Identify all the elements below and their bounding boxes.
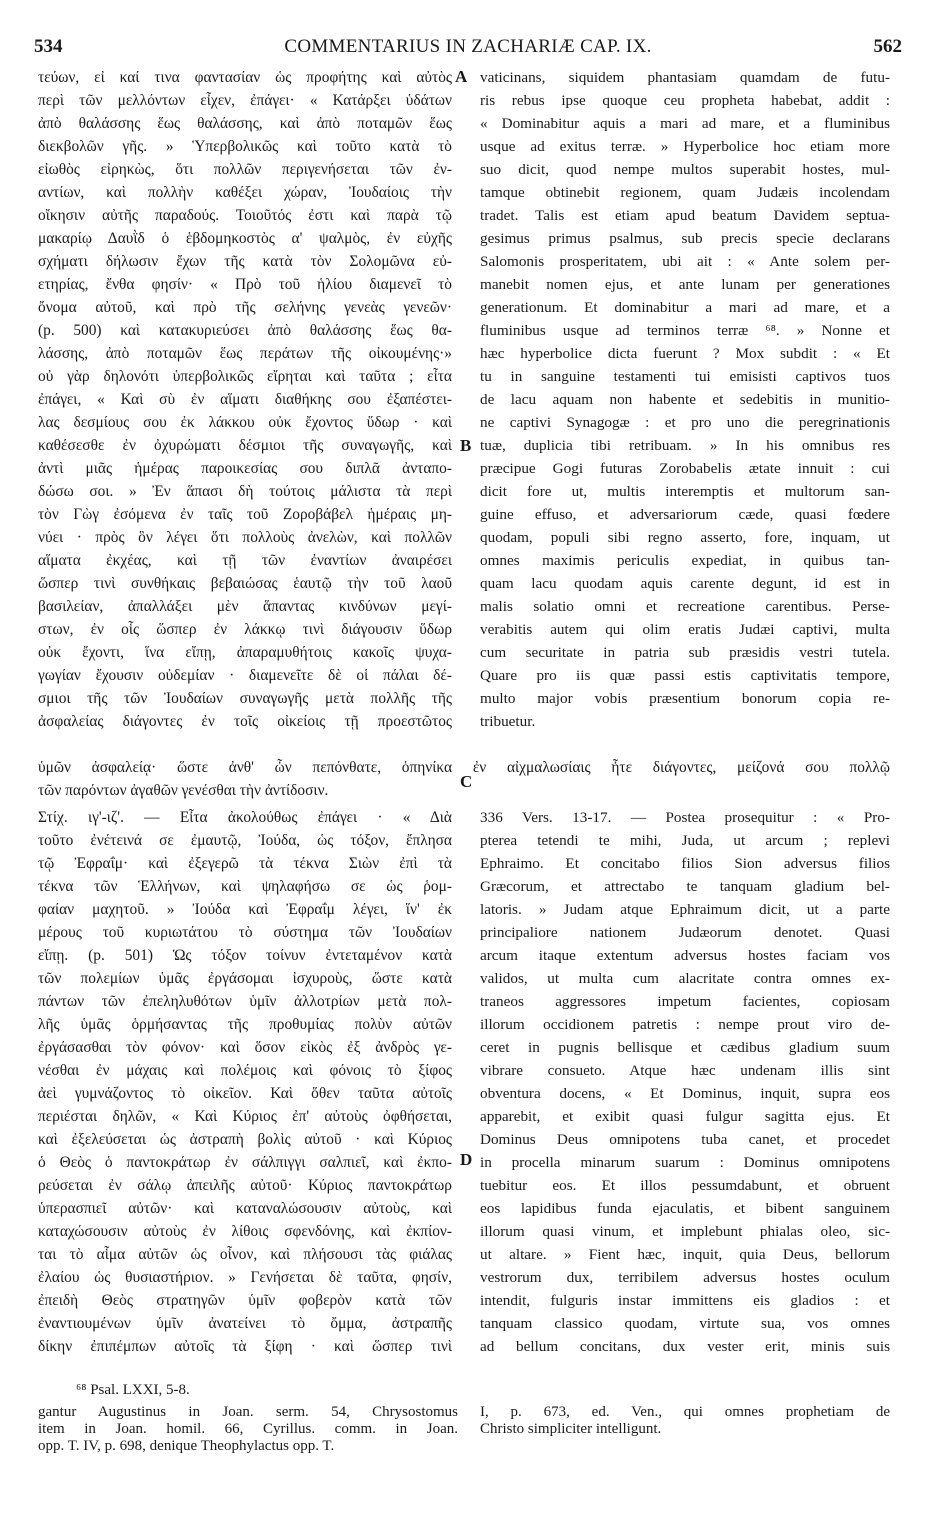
greek-top-line: ἀπὸ θαλάσσης ἕως θαλάσσης, καὶ ἀπὸ ποταμῶν ἕως bbox=[38, 115, 452, 132]
greek-top-line: περὶ τῶν μελλόντων εἶχεν, ἐπάγει· « Κατάρξει ὑδάτων bbox=[38, 92, 452, 109]
greek-top-line: νύει · πρὸς ὃν λέγει ὅτι πολλοὺς ἀνελὼν, καὶ πολλῶν bbox=[38, 529, 452, 546]
latin-bottom-line: tanquam classico quodam, virtute sua, vos omnes bbox=[480, 1315, 890, 1332]
latin-top-line: tribuetur. bbox=[480, 713, 536, 730]
greek-bottom-line: ρεύσεται ἐν σάλῳ ἀπειλῆς αὐτοῦ· Κύριος παντοκράτωρ bbox=[38, 1177, 452, 1194]
latin-top-line: gesimus primus psalmus, sub precis specie declarans bbox=[480, 230, 890, 247]
latin-top-line: tu in sanguine testamenti tui emisisti captivos tuos bbox=[480, 368, 890, 385]
greek-top-line: (p. 500) καὶ κατακυριεύσει ἀπὸ θαλάσσης ἕως θα- bbox=[38, 322, 452, 339]
latin-bottom-line: in procella minarum suarum : Dominus omnipotens bbox=[480, 1154, 890, 1171]
latin-bottom-line: arcum itaque extentum adversus hostes faciam vos bbox=[480, 947, 890, 964]
greek-bottom-line: μέρους τοῦ κυριωτάτου τὸ σύστημα τῶν Ἰουδαίων bbox=[38, 924, 452, 941]
latin-bottom-line: vibrare consueto. Atque hæc undenam illis sint bbox=[480, 1062, 890, 1079]
latin-bottom-line: illorum quasi vinum, et implebunt phialas oleo, sic- bbox=[480, 1223, 890, 1240]
greek-bottom-line: ἀεὶ γυμνάζοντος τὸ οἰκεῖον. Καὶ ὅθεν ταῦτα αὐτοῖς bbox=[38, 1085, 452, 1102]
greek-bottom-line: ὁ Θεὸς ὁ παντοκράτωρ ἐν σάλπιγγι σαλπιεῖ, καὶ ἐκπο- bbox=[38, 1154, 452, 1171]
greek-bottom-line: ται τὸ αἷμα αὐτῶν ὡς οἶνον, καὶ πλήσουσι τὰς φιάλας bbox=[38, 1246, 452, 1263]
greek-top-line: τεύων, εἰ καί τινα φαντασίαν ὡς προφήτης καὶ αὐτὸς bbox=[38, 69, 452, 86]
latin-bottom-line: pterea tetendi te mihi, Juda, ut arcum ; replevi bbox=[480, 832, 890, 849]
latin-top-line: tuæ, duplicia tibi retribuam. » In his omnibus res bbox=[480, 437, 890, 454]
latin-bottom-line: intendit, fulguris instar immittens eis gladios : et bbox=[480, 1292, 890, 1309]
latin-column-bottom bbox=[480, 806, 890, 1358]
latin-top-line: malis solatio omni et recreatione carentibus. Perse- bbox=[480, 598, 890, 615]
greek-bottom-line: περιέσται δηλῶν, « Καὶ Κύριος ἐπ' αὐτοὺς ὀφθήσεται, bbox=[38, 1108, 452, 1125]
greek-bottom-line: ἐπειδὴ Θεὸς στρατηγῶν ὑμῖν φοβερὸν κατὰ τῶν bbox=[38, 1292, 452, 1309]
greek-top-line: εἰωθὸς εἰρηκὼς, ὅτι πολλῶν περιγενήσεται τῶν ἐν- bbox=[38, 161, 452, 178]
greek-bottom-line: ἐλαίου ὡς θυσιαστήριον. » Γενήσεται δὲ ταῦτα, φησίν, bbox=[38, 1269, 452, 1286]
margin-marker-c: C bbox=[460, 772, 473, 791]
greek-top-line: καθέσεσθε ἐν ὀχυρώματι δέσμιοι τῆς συναγωγῆς, καὶ bbox=[38, 437, 452, 454]
latin-top-line: generationum. Et dominabitur a mari ad mare, et a bbox=[480, 299, 890, 316]
latin-top-line: cum securitate in patria sub præsidis vestri tutela. bbox=[480, 644, 890, 661]
greek-top-line: μακαρίῳ Δαυῒδ ὁ ἑβδομηκοστὸς α' ψαλμὸς, ἐν εὐχῆς bbox=[38, 230, 452, 247]
latin-bottom-line: validos, ut multa cum alacritate contra omnes ex- bbox=[480, 970, 890, 987]
latin-top-line: Salomonis prosperitatem, ubi ait : « Ante solem per- bbox=[480, 253, 890, 270]
greek-column-top bbox=[38, 66, 452, 733]
footnotes-right-line: I, p. 673, ed. Ven., qui omnes prophetiam de bbox=[480, 1404, 890, 1420]
greek-bottom-line: τῶν πολεμίων ὑμᾶς ἐργάσομαι ἰσχυροὺς, ὥστε κατὰ bbox=[38, 970, 452, 987]
latin-top-line: vaticinans, siquidem phantasiam quamdam de futu- bbox=[480, 69, 890, 86]
margin-marker-b: B bbox=[460, 436, 472, 455]
greek-top-line: αἵματα ἐκχέας, καὶ τῇ τῶν ἐναντίων ἀναιρέσει bbox=[38, 552, 452, 569]
greek-bottom-line: ἐργάσασθαι τὸν φόνον· καὶ ὅσον εἰκὸς ἐξ ἀνδρὸς γε- bbox=[38, 1039, 452, 1056]
greek-fullwidth-line bbox=[38, 756, 890, 779]
latin-top-line: usque ad exitus terræ. » Hyperbolice hoc etiam more bbox=[480, 138, 890, 155]
latin-bottom-line: Ephraimo. Et concitabo filios Sion adversus filios bbox=[480, 855, 890, 872]
latin-top-line: Quare pro iis quæ passi estis captivitatis tempore, bbox=[480, 667, 890, 684]
latin-top-line: hæc hyperbolice dicta fuerunt ? Mox subdit : « Et bbox=[480, 345, 890, 362]
latin-bottom-line: ad bellum concitans, dux vester erit, minis suis bbox=[480, 1338, 890, 1355]
greek-top-line: στων, ἐν οἷς ὥσπερ ἐν λάκκῳ τινὶ διάγουσιν ὕδωρ bbox=[38, 621, 452, 638]
latin-bottom-line: eos lapidibus funda ejaculatis, et bibent sanguinem bbox=[480, 1200, 890, 1217]
latin-bottom-line: Dominus Deus omnipotens tuba canet, et procedet bbox=[480, 1131, 890, 1148]
greek-bottom-line: ὑπερασπιεῖ αὐτῶν· καὶ καταναλώσουσιν αὐτοὺς, καὶ bbox=[38, 1200, 452, 1217]
latin-top-line: dicit fore ut, multis interemptis et multorum san- bbox=[480, 483, 890, 500]
greek-top-line: δώσω σοι. » Ἐν ἅπασι δὴ τούτοις μάλιστα τὰ περὶ bbox=[38, 483, 452, 500]
latin-bottom-line: latoris. » Judam atque Ephraimum dicit, ut a parte bbox=[480, 901, 890, 918]
latin-bottom-line: principaliore nationem Judæorum denotet. Quasi bbox=[480, 924, 890, 941]
latin-top-line: tamque obtinebit regionem, quam Judæis incolendam bbox=[480, 184, 890, 201]
latin-bottom-line: tuebitur eos. Et illos pessumdabunt, et obruent bbox=[480, 1177, 890, 1194]
greek-top-line: σμιοι τῆς τῶν Ἰουδαίων συναγωγῆς μετὰ πολλῆς τῆς bbox=[38, 690, 452, 707]
greek-bottom-line: Στίχ. ιγ'-ιζ'. — Εἶτα ἀκολούθως ἐπάγει · « Διὰ bbox=[38, 809, 452, 826]
page-header bbox=[34, 36, 902, 60]
latin-bottom-line: vestrorum dux, terribilem adversus hostes oculum bbox=[480, 1269, 890, 1286]
latin-bottom-line: obventura docens, « Et Dominus, inquit, supra eos bbox=[480, 1085, 890, 1102]
greek-bottom-line: τοῦτο ἐνέτεινά σε ἐμαυτῷ, Ἰούδα, ὡς τόξον, ἔπλησα bbox=[38, 832, 452, 849]
latin-bottom-line: illorum occidionem patretis : nempe prout viro de- bbox=[480, 1016, 890, 1033]
greek-bottom-line: δίκην ἐπιπέμπων αὐτοῖς τὰ ξίφη · καὶ ὥσπερ τινὶ bbox=[38, 1338, 452, 1355]
latin-top-line: quodam, populi sibi regno asserto, fore, inquam, ut bbox=[480, 529, 890, 546]
greek-top-end-line: τῶν παρόντων ἀγαθῶν γενέσθαι τὴν ἀντίδοσιν. bbox=[38, 782, 329, 799]
margin-marker-d: D bbox=[460, 1150, 473, 1169]
greek-bottom-line: καταχώσουσιν αὐτοὺς ἐν λίθοις σφενδόνης, καὶ ἐκπίον- bbox=[38, 1223, 452, 1240]
page-number-left: 534 bbox=[34, 36, 63, 57]
greek-top-line: ὥσπερ τινὶ συνθήκαις βεβαιώσας ἑαυτῷ τὴν τοῦ λαοῦ bbox=[38, 575, 452, 592]
latin-top-line: guine effuso, et adversariorum cæde, quasi fœdere bbox=[480, 506, 890, 523]
latin-bottom-line: ceret in pugnis bellisque et cædibus gladium suum bbox=[480, 1039, 890, 1056]
greek-bottom-line: καὶ ἐξελεύσεται ὡς ἀστραπὴ βολὶς αὐτοῦ · καὶ Κύριος bbox=[38, 1131, 452, 1148]
footnotes-left-line: item in Joan. homil. 66, Cyrillus. comm. in Joan. bbox=[38, 1421, 458, 1437]
latin-top-line: fluminibus usque ad terminos terræ ⁶⁸. » Nonne et bbox=[480, 322, 890, 339]
greek-line-right-part: ἐν αἰχμαλωσίαις ἦτε διάγοντες, μείζονά σου πολλῷ bbox=[472, 759, 890, 776]
latin-top-line: ne captivi Synagogæ : et pro uno die peregrinationis bbox=[480, 414, 890, 431]
latin-top-line: suo dicit, quod nempe multos superabit hostes, mul- bbox=[480, 161, 890, 178]
greek-top-line: λας δεσμίους σου ἐκ λάκκου οὐκ ἔχοντος ὕδωρ · καὶ bbox=[38, 414, 452, 431]
running-title: COMMENTARIUS IN ZACHARIÆ CAP. IX. bbox=[284, 36, 652, 57]
footnotes-right-line: Christo simpliciter intelligunt. bbox=[480, 1421, 662, 1437]
greek-top-line: ὄνομα αὐτοῦ, καὶ πρὸ τῆς σελήνης γενεὰς γενεῶν· bbox=[38, 299, 452, 316]
footnote-psalm: ⁶⁸ Psal. LXXI, 5-8. bbox=[76, 1382, 190, 1398]
latin-top-line: manebit nomen ejus, et ante lunam per generationes bbox=[480, 276, 890, 293]
greek-top-line: ετηρίας, ἔνθα φησίν· « Πρὸ τοῦ ἡλίου διαμενεῖ τὸ bbox=[38, 276, 452, 293]
greek-top-line: ἐπάγει, « Καὶ σὺ ἐν αἵματι διαθήκης σου ἐξαπέστει- bbox=[38, 391, 452, 408]
page-number-right: 562 bbox=[873, 36, 902, 57]
greek-bottom-line: φαίαν μαχητοῦ. » Ἰούδα καὶ Ἐφραΐμ λέγει, ἵν' ἐκ bbox=[38, 901, 452, 918]
footnotes-left-line: opp. T. IV, p. 698, denique Theophylactus opp. T. bbox=[38, 1438, 335, 1454]
greek-top-line: αντίων, καὶ πολλὴν καθέξει χώραν, Ἰουδαίοις τὴν bbox=[38, 184, 452, 201]
greek-top-line: οὐ γὰρ δηλονότι ὑπερβολικῶς εἴρηται καὶ ταῦτα ; εἶτα bbox=[38, 368, 452, 385]
greek-top-line: ἀσφαλείας διάγοντες ἐν τοῖς οἰκείοις τῇ προεστῶτος bbox=[38, 713, 452, 730]
latin-top-line: de lacu aquam non habente et sedebitis in munitio- bbox=[480, 391, 890, 408]
latin-bottom-line: 336 Vers. 13-17. — Postea prosequitur : « Pro- bbox=[480, 809, 890, 826]
greek-top-line: διεκβολῶν γῆς. » Ὑπερβολικῶς καὶ τοῦτο κατὰ τὸ bbox=[38, 138, 452, 155]
latin-top-line: omnes maximis periculis expediat, in quibus tan- bbox=[480, 552, 890, 569]
greek-bottom-line: νέσθαι ἐν μάχαις καὶ πολέμοις καὶ φόνοις τὸ ξίφος bbox=[38, 1062, 452, 1079]
latin-bottom-line: apparebit, et exibit quasi fulgur sagitta ejus. Et bbox=[480, 1108, 890, 1125]
latin-top-line: præcipue Gogi futuras Zorobabelis ætate innuit : cui bbox=[480, 460, 890, 477]
greek-bottom-line: τῷ Ἐφραΐμ· καὶ ἐξεγερῶ τὰ τέκνα Σιὼν ἐπὶ τὰ bbox=[38, 855, 452, 872]
greek-top-line: οὐκ ἔχοντι, ἵνα εἴπῃ, ἀπαραμυθήτοις κακοῖς ψυχα- bbox=[38, 644, 452, 661]
greek-column-bottom bbox=[38, 806, 452, 1358]
latin-top-line: tradet. Talis est etiam apud beatum Davidem septua- bbox=[480, 207, 890, 224]
latin-top-line: quam lacu quodam aquis carente degunt, id est in bbox=[480, 575, 890, 592]
greek-bottom-line: εἴπῃ. (p. 501) Ὡς τόξον τοίνυν ἐντεταμένον κατὰ bbox=[38, 947, 452, 964]
latin-column-top bbox=[480, 66, 890, 733]
greek-line-left-part: ὑμῶν ἀσφαλείᾳ· ὥστε ἀνθ' ὧν πεπόνθατε, ὁπηνίκα bbox=[38, 759, 473, 776]
greek-bottom-line: πάντων τῶν ἐπεληλυθότων ὑμῖν ἀλλοτρίων μετὰ πολ- bbox=[38, 993, 452, 1010]
greek-top-line: βασιλείαν, ἀπαλλάξει μὲν ἅπαντας κινδύνων μεγί- bbox=[38, 598, 452, 615]
greek-top-line: λάσσης, ἀπὸ ποταμῶν ἕως περάτων τῆς οἰκουμένης·» bbox=[38, 345, 452, 362]
footnotes-left-line: gantur Augustinus in Joan. serm. 54, Chrysostomus bbox=[38, 1404, 458, 1420]
margin-marker-a: A bbox=[455, 67, 468, 86]
greek-top-line: ἀντὶ μιᾶς ἡμέρας παροικεσίας σου διπλᾶ ἀνταπο- bbox=[38, 460, 452, 477]
latin-bottom-line: Græcorum, et attrectabo te tanquam gladium bel- bbox=[480, 878, 890, 895]
greek-top-line: σχήματι δήλωσιν ἔχων τῆς κατὰ τὸν Σολομῶνα εὐ- bbox=[38, 253, 452, 270]
footnotes-left bbox=[38, 1404, 458, 1455]
greek-top-line: γωγίαν ἔχουσιν οὐδεμίαν · διαμενεῖτε δὲ οἱ πάλαι δέ- bbox=[38, 667, 452, 684]
latin-top-line: « Dominabitur aquis a mari ad mare, et a fluminibus bbox=[480, 115, 890, 132]
latin-top-line: verabitis autem qui olim eratis Judæi captivi, multa bbox=[480, 621, 890, 638]
greek-bottom-line: τέκνα τῶν Ἑλλήνων, καὶ ψηλαφήσω σε ὡς ῥομ- bbox=[38, 878, 452, 895]
latin-bottom-line: traneos aggressores impetum facientes, copiosam bbox=[480, 993, 890, 1010]
footnotes-right bbox=[480, 1404, 890, 1438]
latin-top-line: ris rebus ipse quoque ceu propheta habebat, addit : bbox=[480, 92, 890, 109]
greek-bottom-line: ἐναντιουμένων ὑμῖν ἀνατείνει τὸ ὄμμα, ἀστραπῆς bbox=[38, 1315, 452, 1332]
latin-bottom-line: ut altare. » Fient hæc, inquit, quia Deus, bellorum bbox=[480, 1246, 890, 1263]
greek-bottom-line: λῆς ὑμᾶς ὁρμήσαντας τῆς προθυμίας πολὺν αὐτῶν bbox=[38, 1016, 452, 1033]
latin-top-line: multo major vobis præsentium bonorum copia re- bbox=[480, 690, 890, 707]
greek-top-line: οἴκησιν αὐτῆς παραδούς. Τοιοῦτός ἐστι καὶ παρὰ τῷ bbox=[38, 207, 452, 224]
greek-top-line: τὸν Γὼγ ἐσόμενα ἐν ταῖς τοῦ Ζοροβάβελ ἡμέραις μη- bbox=[38, 506, 452, 523]
